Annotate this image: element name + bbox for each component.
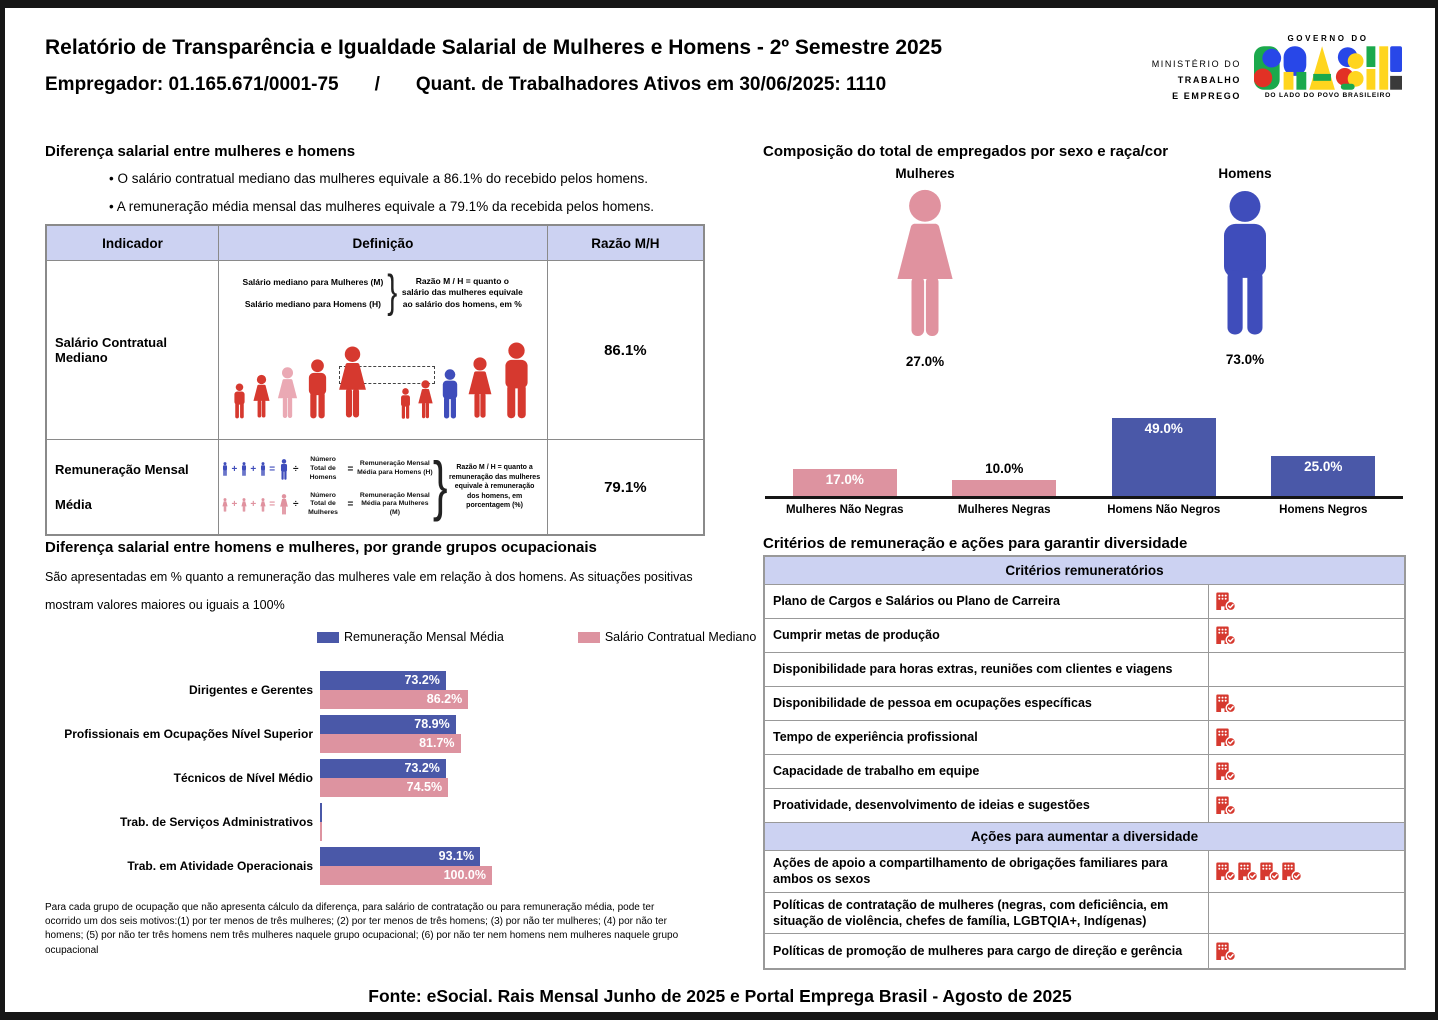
occupational-subtitle: São apresentadas em % quanto a remuneração das mulheres vale em relação à dos homens. As situações positivas: [45, 570, 693, 584]
criteria-check-cell: [1208, 789, 1404, 822]
col-razao: Razão M/H: [547, 225, 704, 261]
person-icon: [278, 494, 290, 515]
criteria-check-cell: [1208, 934, 1404, 968]
ratio-median-salary: 86.1%: [547, 261, 704, 440]
criteria-check-cell: [1208, 893, 1404, 934]
ministry-logo: MINISTÉRIO DO TRABALHO E EMPREGO: [1151, 59, 1241, 101]
active-workers: Quant. de Trabalhadores Ativos em 30/06/2025: 1110: [415, 74, 887, 95]
category-label: Homens Não Negros: [1107, 504, 1221, 516]
bullet-average-pay: • A remuneração média mensal das mulheres equivale a 79.1% da recebida pelos homens.: [109, 199, 654, 214]
table-row: Proatividade, desenvolvimento de ideias e sugestões: [765, 789, 1404, 823]
company-check-icon: [1259, 862, 1280, 881]
table-row: Plano de Cargos e Salários ou Plano de Carreira: [765, 585, 1404, 619]
criteria-check-cell: [1208, 653, 1404, 686]
bullet-median-salary: • O salário contratual mediano das mulheres equivale a 86.1% do recebido pelos homens.: [109, 171, 648, 186]
bar-homens-negros: 25.0%: [1271, 456, 1375, 496]
company-check-icon: [1215, 626, 1236, 645]
indicators-table: [45, 224, 705, 536]
ratio-average-pay: 79.1%: [547, 440, 704, 536]
criteria-check-cell: [1208, 687, 1404, 720]
table-row: Cumprir metas de produção: [765, 619, 1404, 653]
person-icon: [221, 462, 229, 476]
person-icon: [498, 342, 535, 419]
company-check-icon: [1281, 862, 1302, 881]
category-label: Mulheres Negras: [957, 504, 1051, 516]
chart-row: Trab. em Atividade Operacionais 93.1% 100.0%: [45, 844, 705, 888]
median-salary-diagram: Salário mediano para Mulheres (M) Salário mediano para Homens (H) } Razão M / H = quanto o salário das mulheres equivale ao salário dos homens, em %: [219, 261, 547, 439]
women-group-figures: [231, 346, 370, 419]
table-row: Políticas de contratação de mulheres (negras, com deficiência, em situação de violência, chefes de família, LGBTQIA+, Indígenas): [765, 893, 1404, 935]
occupational-subtitle: mostram valores maiores ou iguais a 100%: [45, 598, 285, 612]
men-group-figures: [398, 342, 535, 419]
section-acoes-diversidade: Ações para aumentar a diversidade: [765, 823, 1404, 851]
composition-heading: Composição do total de empregados por sexo e raça/cor: [763, 143, 1169, 160]
person-icon: [251, 374, 272, 419]
salary-gap-heading: Diferença salarial entre mulheres e homens: [45, 143, 356, 160]
col-definicao: Definição: [219, 225, 548, 261]
table-row: Tempo de experiência profissional: [765, 721, 1404, 755]
women-formula: + + = ÷ Número Total de Mulheres = Remuneração Mensal Média para Mulheres (M): [221, 492, 433, 518]
criteria-check-cell: [1208, 585, 1404, 618]
bar-homens-nao-negros: 49.0%: [1112, 418, 1216, 496]
average-pay-diagram: + + = ÷ Número Total de Homens = Remuneração Mensal Média para Homens (H) + + = ÷ Número Total de Mulheres = Remuneração Mensal Média para Mulheres (M) } Razão M / H = quanto a remuneração das mulheres equivale à remuneração dos homens, em porcentagem (%): [219, 438, 547, 536]
section-criterios-remuneratorios: Critérios remuneratórios: [765, 557, 1404, 585]
employer-line: [45, 74, 886, 96]
table-row: Capacidade de trabalho em equipe: [765, 755, 1404, 789]
company-check-icon: [1215, 762, 1236, 781]
company-check-icon: [1237, 862, 1258, 881]
person-icon: [221, 498, 229, 512]
chart-row: Profissionais em Ocupações Nível Superior 78.9% 81.7%: [45, 712, 705, 756]
person-icon: [240, 498, 248, 512]
person-icon: [259, 462, 267, 476]
chart-row: Trab. de Serviços Administrativos: [45, 800, 705, 844]
employer-id: Empregador: 01.165.671/0001-75: [45, 74, 339, 95]
brasil-logo-icon: [1254, 46, 1402, 90]
person-icon: [465, 357, 495, 419]
indicator-name: Salário Contratual Mediano: [46, 261, 219, 440]
governo-do-brasil-logo: GOVERNO DO DO LADO DO POVO BRASILEIRO: [1253, 34, 1403, 99]
person-icon: [438, 369, 462, 419]
women-pictogram: Mulheres 27.0%: [850, 166, 1000, 369]
legend-swatch-blue: [317, 632, 339, 643]
person-icon: [259, 498, 267, 512]
table-row: Políticas de promoção de mulheres para cargo de direção e gerência: [765, 934, 1404, 968]
composition-race-chart: [765, 404, 1403, 516]
men-formula: + + = ÷ Número Total de Homens = Remuneração Mensal Média para Homens (H): [221, 456, 433, 482]
table-row: Disponibilidade de pessoa em ocupações específicas: [765, 687, 1404, 721]
criteria-table: [763, 555, 1406, 970]
page-title: Relatório de Transparência e Igualdade Salarial de Mulheres e Homens - 2º Semestre 2025: [45, 36, 943, 59]
company-check-icon: [1215, 728, 1236, 747]
person-icon: [231, 383, 248, 419]
col-indicador: Indicador: [46, 225, 219, 261]
table-row-median-salary: [46, 261, 704, 440]
company-check-icon: [1215, 862, 1236, 881]
man-icon: [1210, 189, 1280, 337]
criteria-heading: Critérios de remuneração e ações para garantir diversidade: [763, 535, 1188, 552]
woman-icon: [889, 189, 961, 339]
category-label: Homens Negros: [1279, 504, 1368, 516]
table-row: Ações de apoio a compartilhamento de obrigações familiares para ambos os sexos: [765, 851, 1404, 893]
person-icon: [278, 459, 290, 480]
person-icon: [416, 380, 435, 419]
person-icon: [335, 346, 370, 419]
criteria-check-cell: [1208, 619, 1404, 652]
brace-glyph: }: [432, 449, 448, 523]
table-row: Disponibilidade para horas extras, reuniões com clientes e viagens: [765, 653, 1404, 687]
criteria-check-cell: [1208, 851, 1404, 892]
criteria-check-cell: [1208, 755, 1404, 788]
women-percentage: 27.0%: [905, 354, 945, 369]
person-icon: [240, 462, 248, 476]
person-icon: [398, 388, 413, 419]
person-icon: [303, 359, 332, 419]
occupational-footnote: Para cada grupo de ocupação que não apresenta cálculo da diferença, para salário de contratação ou para remuneração média, pode ter ocorrido um dos seis motivos:(1) por ter menos de três mulheres; (2) por ter menos de três homens; (3) por não ter mulheres; (4) por não ter homens; (5) por não ter três homens nem três mulheres naquele grupo ocupacional; (6) por não ter nem homens nem mulheres naquele grupo ocupacional: [45, 902, 679, 956]
occupational-heading: Diferença salarial entre homens e mulheres, por grande grupos ocupacionais: [45, 539, 597, 556]
company-check-icon: [1215, 796, 1236, 815]
company-check-icon: [1215, 592, 1236, 611]
bar-mulheres-nao-negras: 17.0%: [793, 469, 897, 496]
source-footer: Fonte: eSocial. Rais Mensal Junho de 2025 e Portal Emprega Brasil - Agosto de 2025: [368, 986, 1072, 1006]
table-row-average-pay: [46, 440, 704, 536]
category-label: Mulheres Não Negras: [785, 504, 904, 516]
chart-legend: Remuneração Mensal Média Salário Contratual Mediano: [317, 630, 756, 644]
table-header-row: [46, 225, 704, 261]
occupational-chart: [45, 668, 705, 888]
person-icon: [275, 367, 300, 419]
indicator-name: Remuneração Mensal Média: [46, 440, 219, 536]
company-check-icon: [1215, 942, 1236, 961]
bar-mulheres-negras: 10.0%: [952, 480, 1056, 496]
brace-glyph: }: [387, 267, 398, 318]
separator: /: [374, 74, 380, 95]
company-check-icon: [1215, 694, 1236, 713]
legend-swatch-pink: [578, 632, 600, 643]
criteria-check-cell: [1208, 721, 1404, 754]
chart-row: Dirigentes e Gerentes 73.2% 86.2%: [45, 668, 705, 712]
men-percentage: 73.0%: [1225, 352, 1265, 367]
men-pictogram: Homens 73.0%: [1170, 166, 1320, 367]
chart-row: Técnicos de Nível Médio 73.2% 74.5%: [45, 756, 705, 800]
